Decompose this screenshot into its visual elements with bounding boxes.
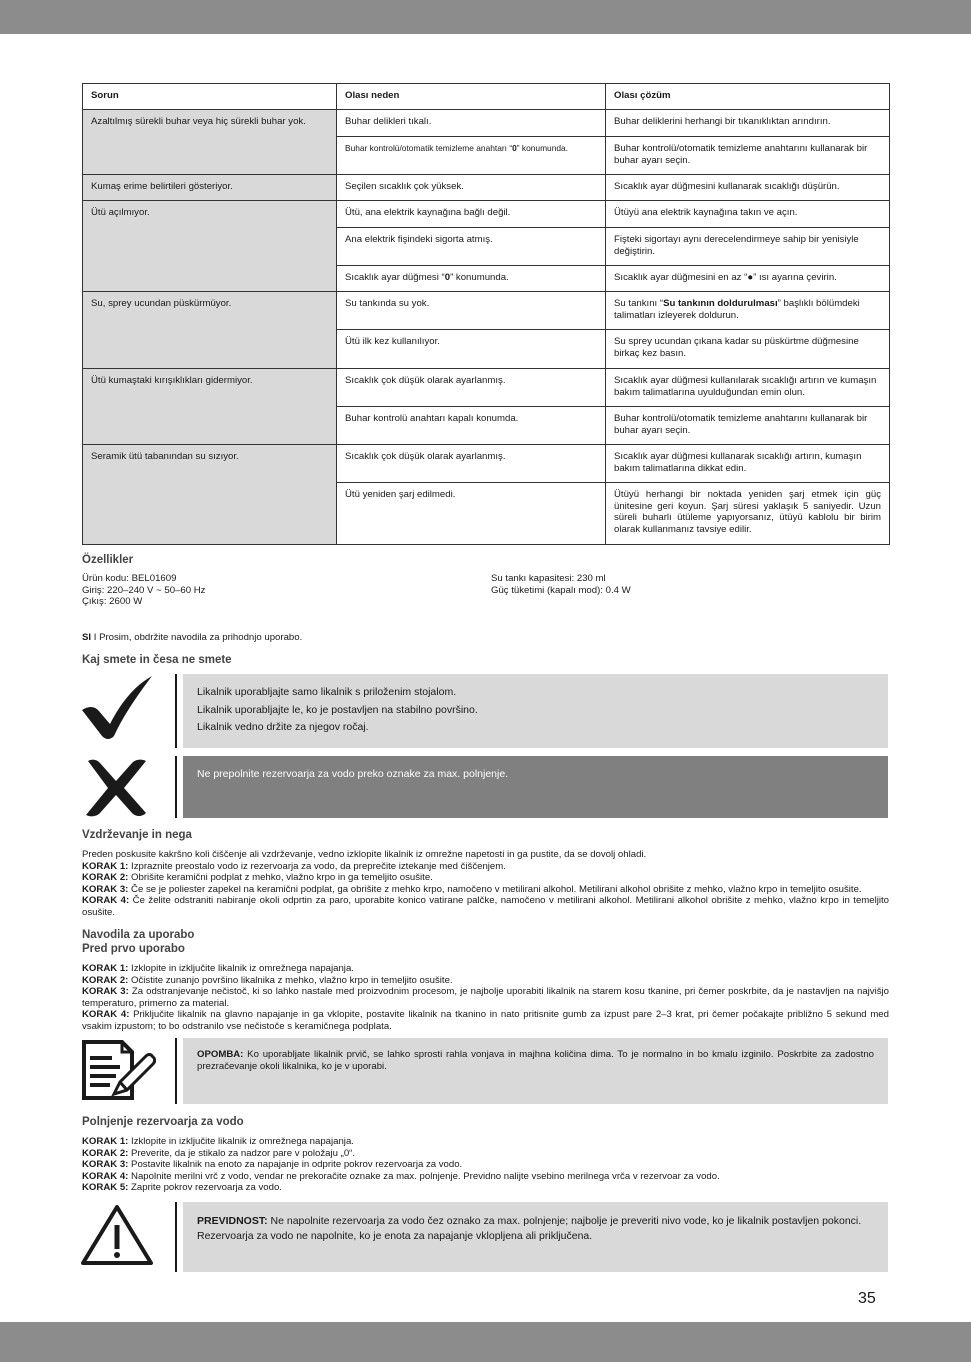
usage-body [82, 963, 889, 1033]
maintenance-body [82, 849, 889, 919]
specs-right [491, 573, 871, 596]
spec-item: Ürün kodu: BEL01609 [82, 573, 177, 584]
problem-cell: Ütü açılmıyor. [83, 201, 337, 292]
note-document-icon [80, 1038, 156, 1102]
solution-cell: Buhar kontrolü/otomatik temizleme anahtarını kullanarak bir buhar ayarı seçin. [606, 137, 890, 175]
solution-cell: Sıcaklık ayar düğmesi kullanılarak sıcaklığı artırın ve kumaşın bakım talimatlarına uyulduğundan emin olun. [606, 369, 890, 407]
step: KORAK 2: Obrišite keramični podplat z mehko, vlažno krpo in ga temeljito osušite. [82, 872, 433, 884]
page-number: 35 [858, 1290, 876, 1307]
cause-cell: Sıcaklık ayar düğmesi “0” konumunda. [337, 266, 606, 292]
header-cause: Olası neden [337, 84, 606, 110]
step: KORAK 3: Postavite likalnik na enoto za napajanje in odprite pokrov rezervoarja za vodo. [82, 1159, 463, 1171]
cause-cell: Ütü, ana elektrik kaynağına bağlı değil. [337, 201, 606, 228]
solution-cell: Sıcaklık ayar düğmesini kullanarak sıcaklığı düşürün. [606, 175, 890, 201]
cause-cell: Buhar kontrolü anahtarı kapalı konumda. [337, 407, 606, 445]
specs-left [82, 573, 462, 608]
problem-cell: Azaltılmış sürekli buhar veya hiç sürekli buhar yok. [83, 110, 337, 175]
usage-heading: Navodila za uporabo [82, 929, 195, 941]
maintenance-intro: Preden poskusite kakršno koli čiščenje ali vzdrževanje, vedno izklopite likalnik iz omrežne napetosti in ga pustite, da se dovolj ohladi. [82, 849, 647, 860]
specs-heading: Özellikler [82, 554, 134, 566]
warning-label: PREVIDNOST: [197, 1215, 268, 1227]
step: KORAK 1: Izklopite in izključite likalnik iz omrežnega napajanja. [82, 963, 354, 974]
header-solution: Olası çözüm [606, 84, 890, 110]
solution-cell: Ütüyü herhangi bir noktada yeniden şarj etmek için güç ünitesine geri koyun. Şarj süresi yaklaşık 5 saniyedir. Uzun süreli buharlı ütüleme yapıyorsanız, ütüyü kablolu bir birim olarak kullanmanız tavsiye edilir. [606, 483, 890, 545]
step: KORAK 2: Preverite, da je stikalo za nadzor pare v položaju „0“. [82, 1147, 356, 1159]
intro-line [82, 632, 302, 644]
intro-text: I Prosim, obdržite navodila za prihodnjo uporabo. [91, 632, 303, 643]
spec-item: Su tankı kapasitesi: 230 ml [491, 573, 606, 584]
cause-cell: Ana elektrik fişindeki sigorta atmış. [337, 228, 606, 266]
note-label: OPOMBA: [197, 1049, 244, 1060]
table-header-row [83, 84, 890, 110]
warning-panel [183, 1202, 888, 1272]
table-row [83, 292, 890, 330]
cause-cell: Ütü yeniden şarj edilmedi. [337, 483, 606, 545]
step: KORAK 3: Če se je poliester zapekel na keramični podplat, ga obrišite z mehko krpo, namočeno v metilirani alkohol. Metilirani alkohol obrišite z mehko, vlažno krpo in temeljito osušite. [82, 883, 862, 895]
cause-cell: Buhar kontrolü/otomatik temizleme anahtarı “0” konumunda. [337, 137, 606, 175]
step: KORAK 4: Če želite odstraniti nabiranje okoli odprtin za paro, uporabite konico vatirane palčke, namočeno v metilirani alkohol. Metilirani alkohol obrišite z mehko, vlažno krpo in temeljito osušite. [82, 895, 889, 918]
do-item: Likalnik vedno držite za njegov ročaj. [197, 721, 369, 733]
do-item: Likalnik uporabljajte le, ko je postavljen na stabilno površino. [197, 703, 478, 716]
language-code: SI [82, 632, 92, 643]
solution-cell: Su sprey ucundan çıkana kadar su püskürtme düğmesine birkaç kez basın. [606, 330, 890, 369]
note-text: Ko uporabljate likalnik prvič, se lahko sprosti rahla vonjava in majhna količina dima. To je normalno in bo kmalu izginilo. Poskrbite za zadostno prezračevanje okoli likalnika, ko je v uporabi. [197, 1049, 874, 1072]
cause-cell: Seçilen sıcaklık çok yüksek. [337, 175, 606, 201]
divider [175, 1202, 177, 1272]
table-row [83, 445, 890, 483]
solution-cell: Buhar kontrolü/otomatik temizleme anahtarını kullanarak bir buhar ayarı seçin. [606, 407, 890, 445]
warning-text: Ne napolnite rezervoarja za vodo čez oznako za max. polnjenje; najbolje je preveriti nivo vode, ko je likalnik postavljen pokonci. Rezervoarja za vodo ne napolnite, ko je enota za napajanje vklopljena ali priključena. [197, 1215, 862, 1242]
problem-cell: Kumaş erime belirtileri gösteriyor. [83, 175, 337, 201]
dos-heading: Kaj smete in česa ne smete [82, 654, 232, 666]
troubleshooting-table [82, 83, 890, 545]
cross-icon [82, 757, 150, 819]
step: KORAK 5: Zaprite pokrov rezervoarja za vodo. [82, 1182, 282, 1194]
step: KORAK 3: Za odstranjevanje nečistoč, ki so lahko nastale med proizvodnim procesom, je najbolje uporabiti likalnik na starem kosu tkanine, pri čemer poskrbite, da je nastavljen na najvišjo temperaturo, primerno za material. [82, 986, 890, 1009]
dont-item: Ne prepolnite rezervoarja za vodo preko oznake za max. polnjenje. [197, 768, 509, 780]
cause-cell: Sıcaklık çok düşük olarak ayarlanmış. [337, 445, 606, 483]
dont-panel [183, 756, 888, 818]
step: KORAK 4: Napolnite merilni vrč z vodo, vendar ne prekoračite oznake za max. polnjenje. Previdno nalijte vsebino merilnega vrča v rezervoar za vodo. [82, 1170, 720, 1182]
filling-body [82, 1136, 889, 1194]
warning-icon [80, 1203, 154, 1267]
problem-cell: Seramik ütü tabanından su sızıyor. [83, 445, 337, 545]
cause-cell: Ütü ilk kez kullanılıyor. [337, 330, 606, 369]
spec-item: Çıkış: 2600 W [82, 596, 143, 608]
step: KORAK 4: Priključite likalnik na glavno napajanje in ga vklopite, postavite likalnik na tkanino in nato pritisnite gumb za izpust pare 2–3 krat, pri čemer počakajte približno 5 sekund med vsakim izpustom; to bo odstranilo vse nečistoče s keramičnega podplata. [82, 1009, 889, 1032]
note-panel [183, 1038, 888, 1104]
problem-cell: Su, sprey ucundan püskürmüyor. [83, 292, 337, 369]
checkmark-icon [80, 674, 156, 740]
divider [175, 674, 177, 748]
table-row [83, 201, 890, 228]
table-row [83, 175, 890, 201]
maintenance-heading: Vzdrževanje in nega [82, 829, 192, 841]
usage-subheading: Pred prvo uporabo [82, 943, 185, 955]
cause-cell: Sıcaklık çok düşük olarak ayarlanmış. [337, 369, 606, 407]
problem-cell: Ütü kumaştaki kırışıklıkları gidermiyor. [83, 369, 337, 445]
solution-cell: Fişteki sigortayı aynı derecelendirmeye sahip bir yenisiyle değiştirin. [606, 228, 890, 266]
solution-cell: Sıcaklık ayar düğmesini en az “●” ısı ayarına çevirin. [606, 266, 890, 292]
spec-item: Güç tüketimi (kapalı mod): 0.4 W [491, 584, 631, 596]
solution-cell: Su tankını “Su tankının doldurulması” başlıklı bölümdeki talimatları izleyerek doldurun. [606, 292, 890, 330]
divider [175, 756, 177, 818]
table-row [83, 110, 890, 137]
table-row [83, 369, 890, 407]
do-item: Likalnik uporabljajte samo likalnik s priloženim stojalom. [197, 686, 457, 698]
solution-cell: Ütüyü ana elektrik kaynağına takın ve açın. [606, 201, 890, 228]
solution-cell: Buhar deliklerini herhangi bir tıkanıklıktan arındırın. [606, 110, 890, 137]
top-bar [0, 0, 971, 34]
spec-item: Giriş: 220–240 V ~ 50–60 Hz [82, 584, 206, 596]
cause-cell: Buhar delikleri tıkalı. [337, 110, 606, 137]
step: KORAK 1: Izklopite in izključite likalnik iz omrežnega napajanja. [82, 1136, 354, 1147]
filling-heading: Polnjenje rezervoarja za vodo [82, 1116, 244, 1128]
do-panel [183, 674, 888, 748]
divider [175, 1038, 177, 1104]
step: KORAK 2: Očistite zunanjo površino likalnika z mehko, vlažno krpo in temeljito osušite. [82, 974, 453, 986]
cause-cell: Su tankında su yok. [337, 292, 606, 330]
header-problem: Sorun [83, 84, 337, 110]
solution-cell: Sıcaklık ayar düğmesi kullanarak sıcaklığı artırın, kumaşın bakım talimatlarına dikkat edin. [606, 445, 890, 483]
bottom-bar [0, 1322, 971, 1362]
step: KORAK 1: Izpraznite preostalo vodo iz rezervoarja za vodo, da preprečite iztekanje med čiščenjem. [82, 860, 506, 872]
